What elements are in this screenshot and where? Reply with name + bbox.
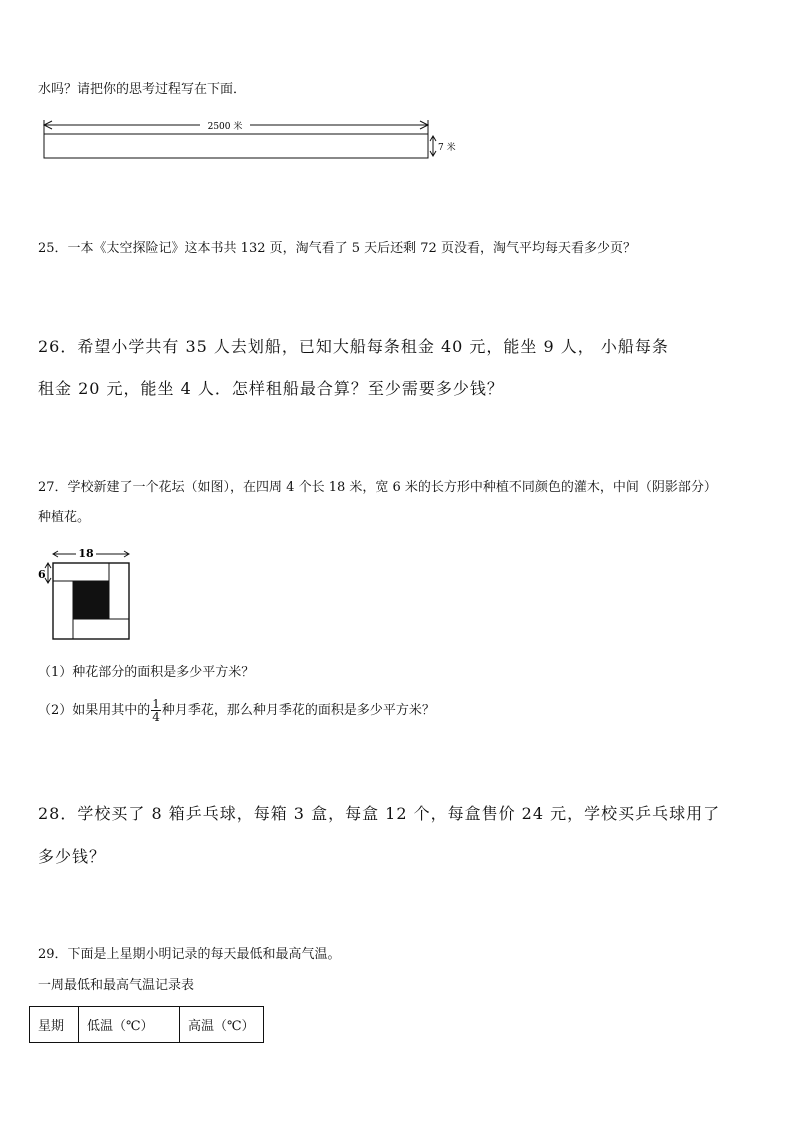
q25-text: 25．一本《太空探险记》这本书共 132 页，淘气看了 5 天后还剩 72 页没看，淘气平均每天看多少页？	[38, 241, 636, 256]
shrub-rect-right	[109, 563, 129, 619]
width-label: 7 米	[438, 143, 456, 153]
fraction-one-quarter	[151, 698, 161, 723]
q27-sub1: （1）种花部分的面积是多少平方米？	[38, 665, 255, 680]
q27-line2: 种植花。	[38, 510, 91, 525]
fig-width-label: 6	[38, 568, 46, 581]
fraction-numerator: 1	[152, 697, 160, 711]
q28-line2: 多少钱？	[38, 847, 107, 866]
q29-text: 29．下面是上星期小明记录的每天最低和最高气温。	[38, 947, 341, 962]
q27-line1: 27．学校新建了一个花坛（如图），在四周 4 个长 18 米，宽 6 米的长方形中种植不同颜色的灌木，中间（阴影部分）	[38, 480, 717, 495]
flower-bed-diagram	[36, 546, 136, 642]
q26-line1: 26．希望小学共有 35 人去划船，已知大船每条租金 40 元，能坐 9 人， 小船每条	[38, 337, 669, 356]
river-diagram	[40, 118, 470, 164]
q27-sub2-before: （2）如果用其中的	[38, 703, 151, 718]
shrub-rect-left	[53, 581, 73, 639]
flower-area-shaded	[73, 581, 109, 619]
q26-line2: 租金 20 元，能坐 4 人．怎样租船最合算？至少需要多少钱？	[38, 379, 504, 398]
header-weekday: 星期	[30, 1007, 79, 1043]
shrub-rect-top	[53, 563, 109, 581]
fraction-denominator: 4	[152, 710, 160, 724]
header-high-temp: 高温（℃）	[180, 1007, 264, 1043]
q27-sub2-after: 种月季花，那么种月季花的面积是多少平方米？	[161, 703, 435, 718]
header-low-temp: 低温（℃）	[79, 1007, 180, 1043]
temperature-table	[29, 1006, 264, 1043]
fig-length-label: 18	[78, 547, 94, 560]
length-label: 2500 米	[207, 122, 243, 132]
shrub-rect-bottom	[73, 619, 129, 639]
temperature-table-title: 一周最低和最高气温记录表	[38, 978, 195, 993]
q24-tail-text: 水吗？请把你的思考过程写在下面．	[38, 82, 247, 97]
river-rectangle	[44, 134, 428, 158]
table-header-row	[30, 1007, 264, 1043]
q28-line1: 28．学校买了 8 箱乒乓球，每箱 3 盒，每盒 12 个，每盒售价 24 元，学校买乒乓球用了	[38, 804, 721, 823]
q27-sub2	[38, 698, 435, 724]
